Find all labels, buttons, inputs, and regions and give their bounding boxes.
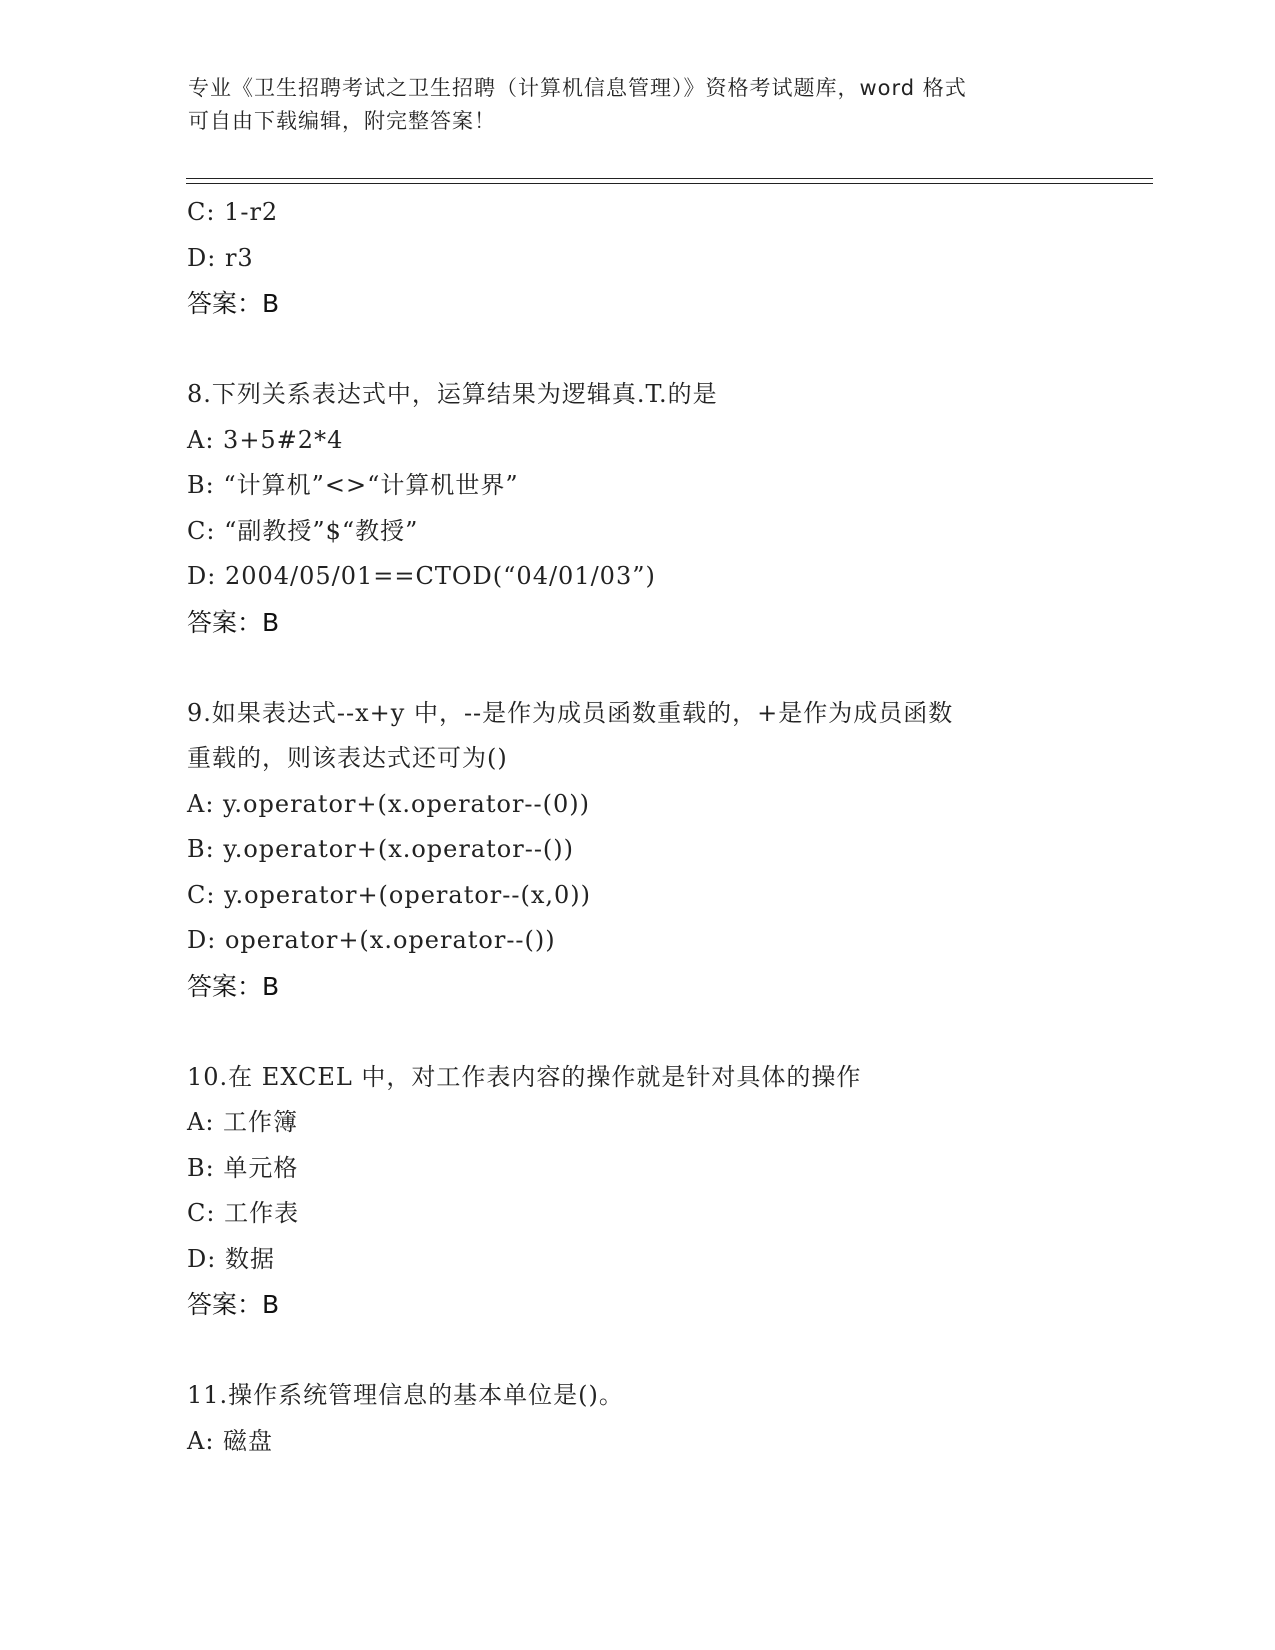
- header-line-2: 可自由下载编辑，附完整答案！: [188, 109, 496, 133]
- question-block-11: [187, 1373, 1087, 1464]
- option-a: A: 工作簿: [187, 1108, 299, 1136]
- option-c: C: y.operator+(operator--(x,0)): [187, 880, 592, 909]
- option-d: D: r3: [187, 243, 254, 272]
- answer-line: 答案：B: [187, 971, 280, 1001]
- option-d: D: operator+(x.operator--()): [187, 926, 556, 954]
- question-block-8: [187, 372, 1087, 645]
- header-divider-top: [186, 178, 1153, 179]
- spacer: [187, 327, 1087, 373]
- spacer: [187, 1328, 1087, 1374]
- option-d: D: 2004/05/01==CTOD(“04/01/03”): [187, 562, 656, 590]
- question-block-7: [187, 190, 1087, 327]
- question-block-9: [187, 691, 1087, 1010]
- question-stem-line-1: 9.如果表达式--x+y 中，--是作为成员函数重载的，+是作为成员函数: [187, 698, 954, 727]
- question-stem: 11.操作系统管理信息的基本单位是()。: [187, 1381, 624, 1409]
- question-stem-line-2: 重载的，则该表达式还可为(): [187, 744, 508, 772]
- question-stem: 10.在 EXCEL 中，对工作表内容的操作就是针对具体的操作: [187, 1062, 862, 1091]
- document-header: [188, 72, 1068, 138]
- option-a: A: y.operator+(x.operator--(0)): [187, 789, 590, 818]
- question-list: [187, 190, 1087, 1464]
- option-c: C: “副教授”$“教授”: [187, 516, 419, 545]
- question-stem: 8.下列关系表达式中，运算结果为逻辑真.T.的是: [187, 380, 718, 408]
- answer-line: 答案：B: [187, 1290, 280, 1319]
- header-divider-bottom: [186, 183, 1153, 184]
- answer-line: 答案：B: [187, 607, 280, 637]
- option-c: C: 1-r2: [187, 198, 279, 226]
- option-b: B: 单元格: [187, 1153, 299, 1182]
- answer-line: 答案：B: [187, 289, 280, 318]
- option-b: B: y.operator+(x.operator--()): [187, 835, 575, 863]
- spacer: [187, 645, 1087, 691]
- option-a: A: 磁盘: [187, 1426, 274, 1455]
- option-a: A: 3+5#2*4: [187, 425, 344, 454]
- question-block-10: [187, 1055, 1087, 1328]
- spacer: [187, 1009, 1087, 1055]
- option-d: D: 数据: [187, 1244, 275, 1273]
- option-b: B: “计算机”<>“计算机世界”: [187, 471, 519, 499]
- header-line-1: 专业《卫生招聘考试之卫生招聘（计算机信息管理）》资格考试题库，word 格式: [188, 76, 967, 100]
- option-c: C: 工作表: [187, 1199, 300, 1227]
